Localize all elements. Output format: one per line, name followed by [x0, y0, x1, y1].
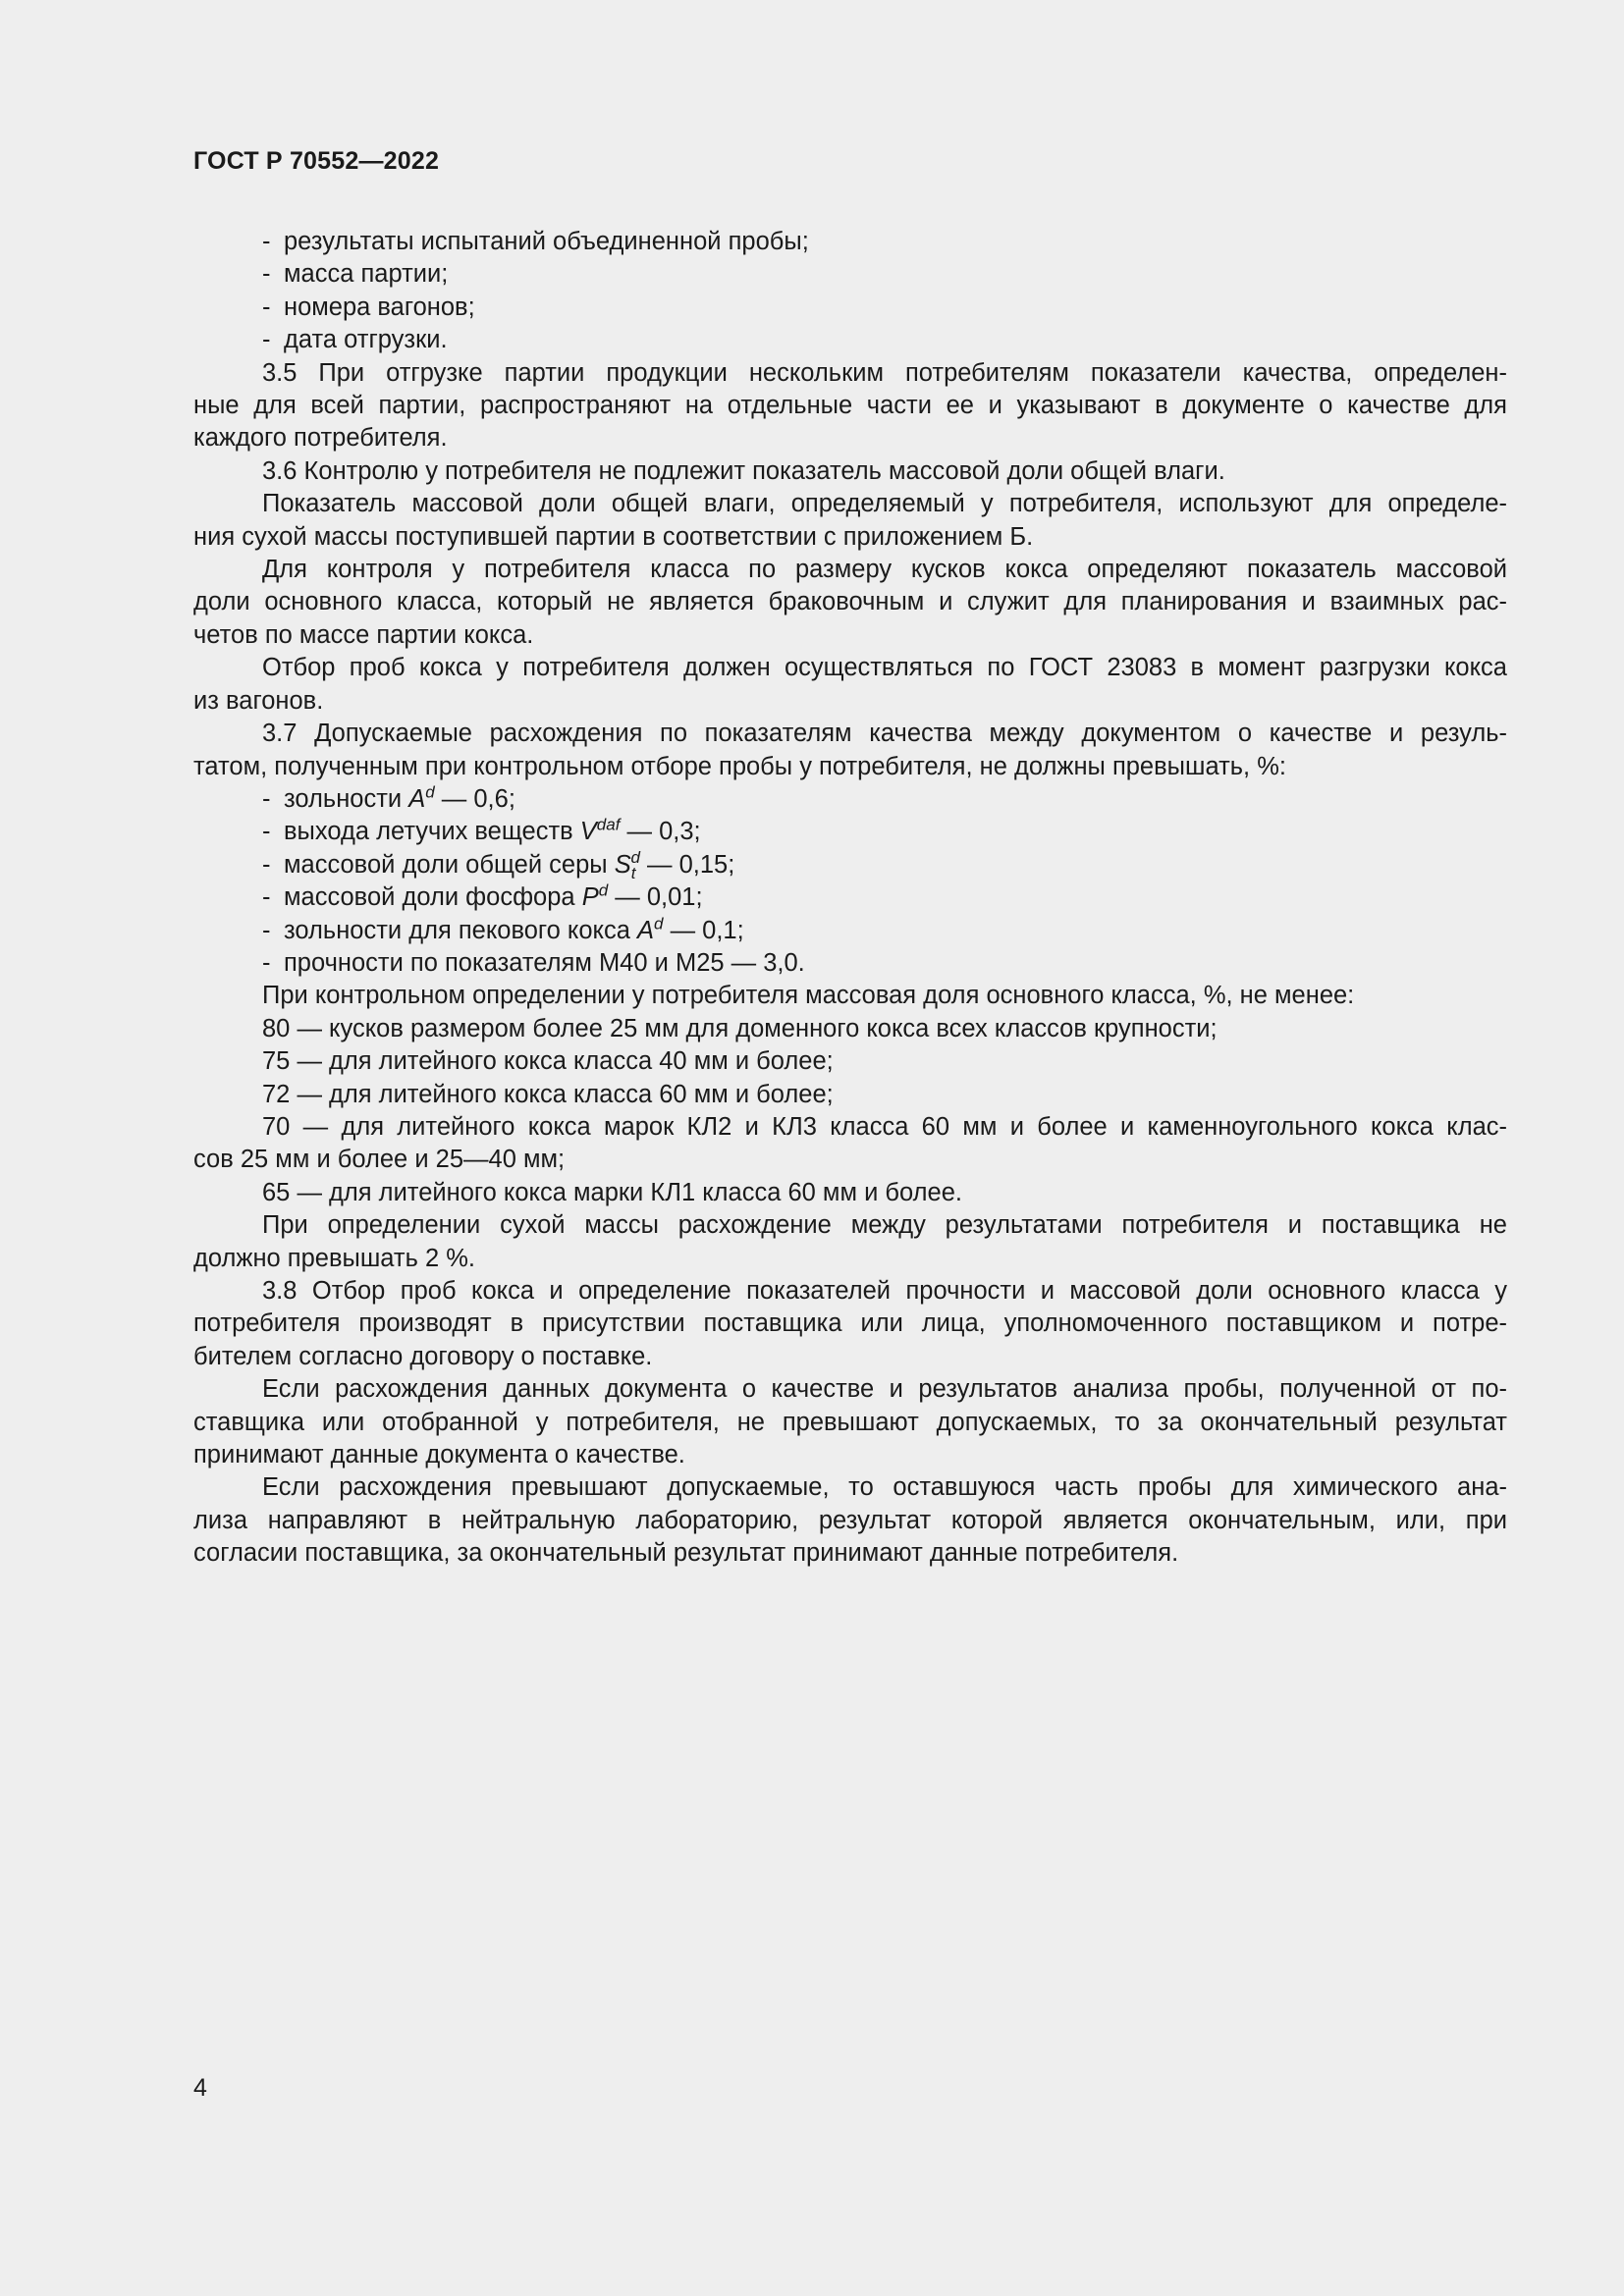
list-item: - массовой доли общей серы $S_t^d$ — 0,15; [262, 848, 735, 882]
list-item: - выхода летучих веществ $V^{daf}$ — 0,3; [262, 815, 701, 846]
paragraph-sampling: Отбор проб кокса у потребителя должен осуществляться по ГОСТ 23083 в момент разгрузки кокса из вагонов. [193, 654, 1507, 715]
list-item: - зольности $A^d$ — 0,6; [262, 782, 515, 813]
paragraph-discrepancy: Если расхождения превышают допускаемые, то оставшуюся часть пробы для химического ана- лиза направляют в нейтральную лабораторию, результат которой является окончательным, или, при согласии поставщика, за окончательный результат принимают данные потребителя. [193, 1473, 1507, 1568]
document-body [193, 226, 1507, 1571]
tolerance-list [193, 783, 1507, 980]
list-item: 80 — кусков размером более 25 мм для доменного кокса всех классов крупности; [262, 1014, 1218, 1042]
list-item: 72 — для литейного кокса класса 60 мм и более; [262, 1080, 834, 1108]
list-item: - зольности для пекового кокса $A^d$ — 0,1; [262, 914, 744, 944]
clause-3-8: 3.8 Отбор проб кокса и определение показателей прочности и массовой доли основного класса у потребителя производят в присутствии поставщика или лица, уполномоченного поставщиком и потре- бителем согласно договору о поставке. [193, 1277, 1507, 1370]
paragraph-main-class-control: Для контроля у потребителя класса по размеру кусков кокса определяют показатель массовой доли основного класса, который не является браковочным и служит для планирования и взаимных рас- четов по массе партии кокса. [193, 556, 1507, 649]
paragraph-main-class-minimum: При контрольном определении у потребителя массовая доля основного класса, %, не менее: [262, 982, 1355, 1010]
paragraph-dry-mass: При определении сухой массы расхождение между результатами потребителя и поставщика не должно превышать 2 %. [193, 1211, 1507, 1272]
list-item: - результаты испытаний объединенной пробы; [262, 228, 809, 255]
clause-3-6: 3.6 Контролю у потребителя не подлежит показатель массовой доли общей влаги. [262, 456, 1225, 485]
class-minimum-list: 80 — кусков размером более 25 мм для доменного кокса всех классов крупности; 75 — для литейного кокса класса 40 мм и более; 72 — для литейного кокса класса 60 мм и более; 70 — для литейного кокса марок КЛ2 и КЛ3 класса 60 мм и более и каменноугольного кокса клас- сов 25 мм и более и 25—40 мм; 65 — для литейного кокса марки КЛ1 класса 60 мм и более. [193, 1013, 1507, 1209]
list-item: - массовой доли фосфора $P^d$ — 0,01; [262, 881, 703, 912]
document-header: ГОСТ Р 70552—2022 [193, 147, 440, 175]
list-item: - номера вагонов; [262, 293, 475, 321]
clause-3-5: 3.5 При отгрузке партии продукции нескольким потребителям показатели качества, определен- ные для всей партии, распространяют на отдельные части ее и указывают в документе о качестве для каждого потребителя. [193, 358, 1507, 453]
list-item: 65 — для литейного кокса марки КЛ1 класса 60 мм и более. [262, 1178, 962, 1206]
list-item: 75 — для литейного кокса класса 40 мм и более; [262, 1047, 834, 1076]
list-item: - прочности по показателям М40 и М25 — 3,0. [262, 948, 805, 977]
paragraph-no-discrepancy: Если расхождения данных документа о качестве и результатов анализа пробы, полученной от по- ставщика или отобранной у потребителя, не превышают допускаемых, то за окончательный результат принимают данные документа о качестве. [193, 1375, 1507, 1469]
list-item: 70 — для литейного кокса марок КЛ2 и КЛ3 класса 60 мм и более и каменноугольного кокса клас- [262, 1112, 1507, 1141]
list-item: - дата отгрузки. [262, 326, 448, 354]
paragraph-moisture: Показатель массовой доли общей влаги, определяемый у потребителя, используют для определе- ния сухой массы поступившей партии в соответствии с приложением Б. [193, 490, 1507, 551]
page-number: 4 [193, 2074, 207, 2102]
list-item: - масса партии; [262, 260, 449, 289]
shipment-info-list [193, 226, 1507, 357]
clause-3-7: 3.7 Допускаемые расхождения по показателям качества между документом о качестве и резуль- татом, полученным при контрольном отборе пробы у потребителя, не должны превышать, %: [193, 720, 1507, 780]
